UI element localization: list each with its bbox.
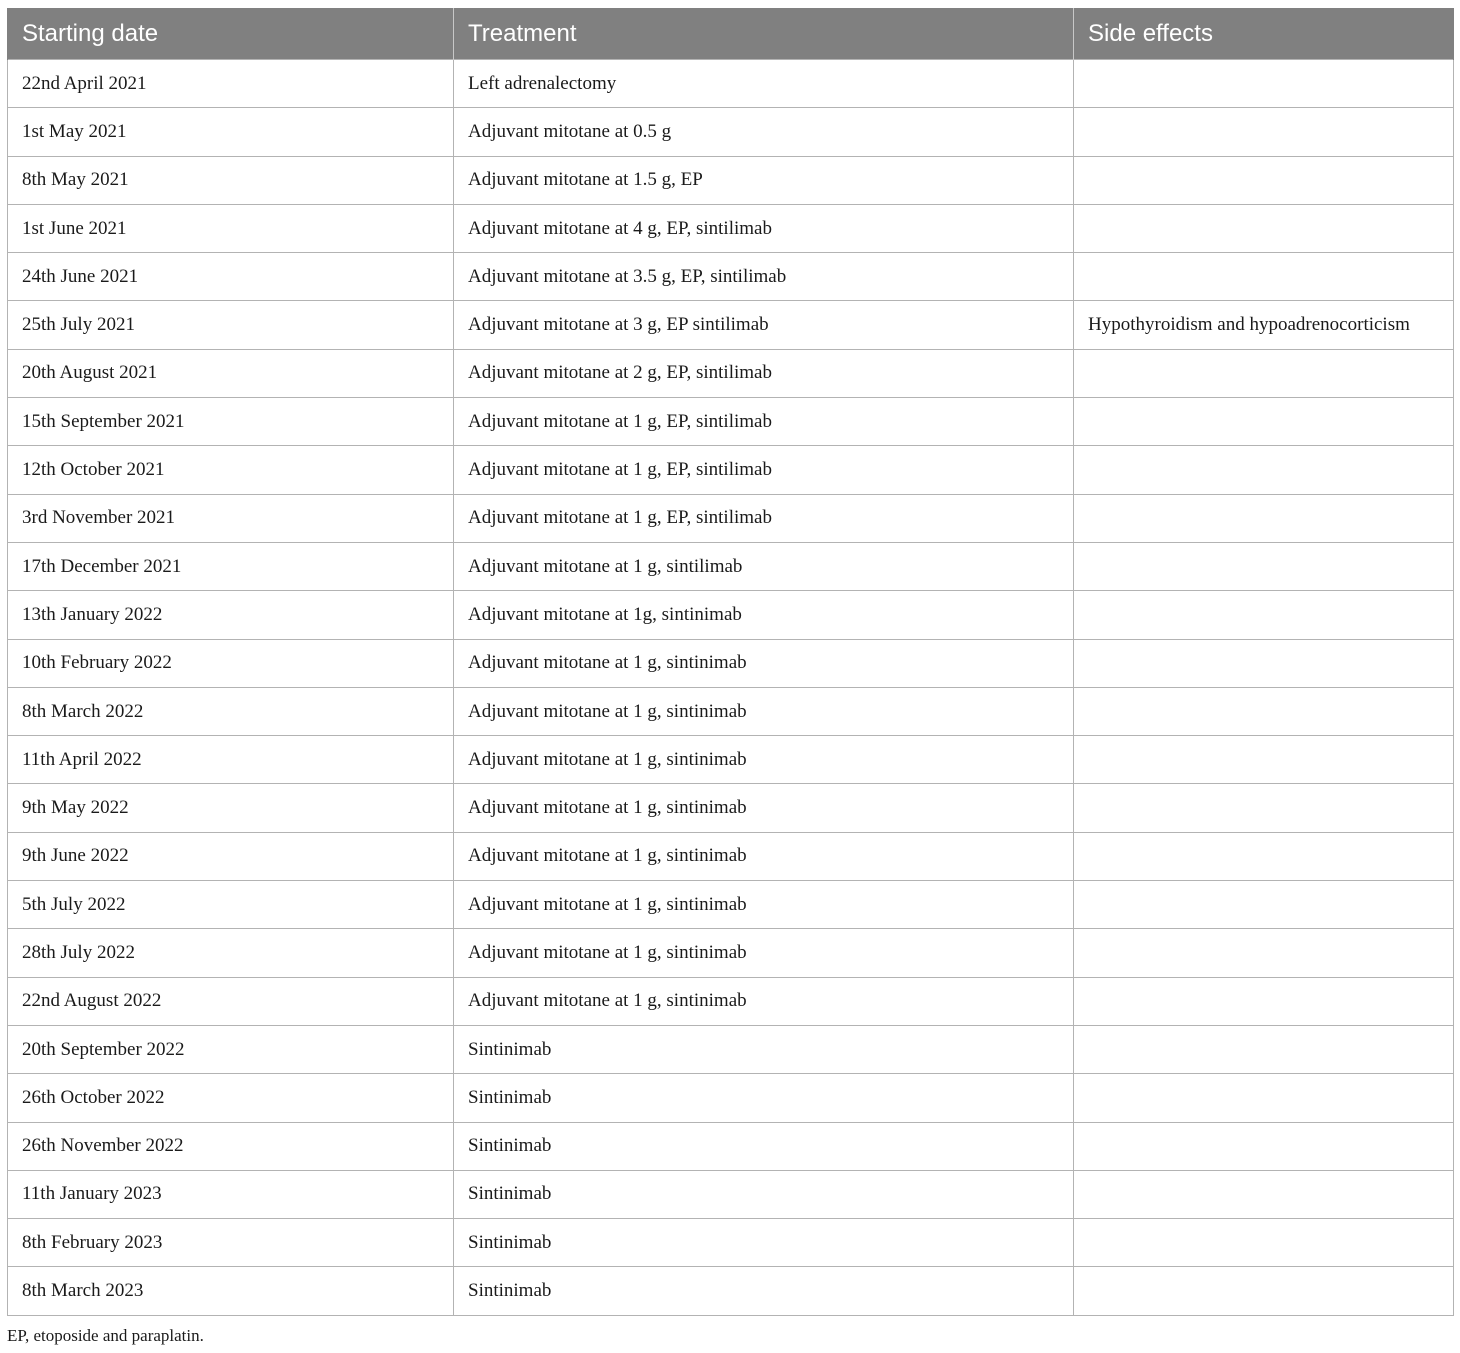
cell-treatment: Adjuvant mitotane at 1 g, sintinimab	[454, 736, 1074, 784]
cell-starting-date: 20th September 2022	[8, 1025, 454, 1073]
cell-side-effects	[1074, 108, 1454, 156]
cell-treatment: Adjuvant mitotane at 1 g, sintinimab	[454, 784, 1074, 832]
cell-side-effects	[1074, 929, 1454, 977]
cell-treatment: Adjuvant mitotane at 1 g, sintinimab	[454, 929, 1074, 977]
cell-starting-date: 26th November 2022	[8, 1122, 454, 1170]
cell-treatment: Adjuvant mitotane at 1 g, sintinimab	[454, 687, 1074, 735]
cell-starting-date: 9th June 2022	[8, 832, 454, 880]
cell-treatment: Adjuvant mitotane at 1g, sintinimab	[454, 591, 1074, 639]
table-row	[8, 1025, 1454, 1073]
cell-side-effects	[1074, 349, 1454, 397]
cell-starting-date: 5th July 2022	[8, 881, 454, 929]
cell-starting-date: 3rd November 2021	[8, 494, 454, 542]
cell-side-effects	[1074, 446, 1454, 494]
cell-side-effects	[1074, 1170, 1454, 1218]
cell-side-effects: Hypothyroidism and hypoadrenocorticism	[1074, 301, 1454, 349]
table-row	[8, 301, 1454, 349]
cell-side-effects	[1074, 156, 1454, 204]
header-row	[8, 9, 1454, 60]
cell-starting-date: 11th January 2023	[8, 1170, 454, 1218]
table-row	[8, 639, 1454, 687]
cell-side-effects	[1074, 253, 1454, 301]
cell-side-effects	[1074, 204, 1454, 252]
cell-side-effects	[1074, 1267, 1454, 1315]
cell-treatment: Adjuvant mitotane at 1 g, sintinimab	[454, 881, 1074, 929]
cell-starting-date: 15th September 2021	[8, 398, 454, 446]
cell-starting-date: 12th October 2021	[8, 446, 454, 494]
cell-side-effects	[1074, 1122, 1454, 1170]
table-row	[8, 929, 1454, 977]
cell-side-effects	[1074, 542, 1454, 590]
cell-side-effects	[1074, 736, 1454, 784]
table-row	[8, 1074, 1454, 1122]
cell-starting-date: 8th March 2022	[8, 687, 454, 735]
table-row	[8, 881, 1454, 929]
cell-treatment: Sintinimab	[454, 1219, 1074, 1267]
cell-treatment: Adjuvant mitotane at 1 g, sintinimab	[454, 977, 1074, 1025]
table-row	[8, 494, 1454, 542]
cell-starting-date: 22nd April 2021	[8, 60, 454, 108]
cell-treatment: Sintinimab	[454, 1122, 1074, 1170]
table-row	[8, 832, 1454, 880]
table-row	[8, 977, 1454, 1025]
treatment-table-container	[7, 8, 1453, 1316]
cell-side-effects	[1074, 494, 1454, 542]
cell-starting-date: 20th August 2021	[8, 349, 454, 397]
cell-treatment: Adjuvant mitotane at 3 g, EP sintilimab	[454, 301, 1074, 349]
table-row	[8, 204, 1454, 252]
cell-treatment: Adjuvant mitotane at 2 g, EP, sintilimab	[454, 349, 1074, 397]
cell-side-effects	[1074, 591, 1454, 639]
table-row	[8, 784, 1454, 832]
table-row	[8, 398, 1454, 446]
cell-starting-date: 22nd August 2022	[8, 977, 454, 1025]
cell-starting-date: 28th July 2022	[8, 929, 454, 977]
cell-starting-date: 8th May 2021	[8, 156, 454, 204]
cell-starting-date: 1st June 2021	[8, 204, 454, 252]
treatment-table	[7, 8, 1454, 1316]
cell-treatment: Adjuvant mitotane at 1.5 g, EP	[454, 156, 1074, 204]
cell-side-effects	[1074, 639, 1454, 687]
header-side-effects: Side effects	[1074, 9, 1454, 60]
cell-treatment: Adjuvant mitotane at 1 g, sintinimab	[454, 639, 1074, 687]
cell-starting-date: 8th March 2023	[8, 1267, 454, 1315]
cell-side-effects	[1074, 832, 1454, 880]
cell-side-effects	[1074, 60, 1454, 108]
cell-treatment: Sintinimab	[454, 1170, 1074, 1218]
cell-side-effects	[1074, 1025, 1454, 1073]
table-row	[8, 687, 1454, 735]
cell-starting-date: 17th December 2021	[8, 542, 454, 590]
table-row	[8, 349, 1454, 397]
table-row	[8, 542, 1454, 590]
cell-starting-date: 26th October 2022	[8, 1074, 454, 1122]
cell-starting-date: 9th May 2022	[8, 784, 454, 832]
table-body	[8, 60, 1454, 1316]
cell-side-effects	[1074, 1219, 1454, 1267]
cell-treatment: Adjuvant mitotane at 1 g, sintilimab	[454, 542, 1074, 590]
cell-treatment: Left adrenalectomy	[454, 60, 1074, 108]
cell-treatment: Adjuvant mitotane at 3.5 g, EP, sintilimab	[454, 253, 1074, 301]
table-row	[8, 1170, 1454, 1218]
cell-treatment: Adjuvant mitotane at 1 g, sintinimab	[454, 832, 1074, 880]
cell-treatment: Adjuvant mitotane at 0.5 g	[454, 108, 1074, 156]
cell-treatment: Adjuvant mitotane at 1 g, EP, sintilimab	[454, 398, 1074, 446]
cell-side-effects	[1074, 398, 1454, 446]
header-treatment: Treatment	[454, 9, 1074, 60]
cell-starting-date: 10th February 2022	[8, 639, 454, 687]
cell-starting-date: 13th January 2022	[8, 591, 454, 639]
cell-treatment: Adjuvant mitotane at 4 g, EP, sintilimab	[454, 204, 1074, 252]
table-row	[8, 446, 1454, 494]
table-footnote: EP, etoposide and paraplatin.	[7, 1326, 204, 1345]
table-row	[8, 1219, 1454, 1267]
cell-treatment: Sintinimab	[454, 1074, 1074, 1122]
table-row	[8, 591, 1454, 639]
cell-starting-date: 24th June 2021	[8, 253, 454, 301]
cell-side-effects	[1074, 687, 1454, 735]
cell-side-effects	[1074, 881, 1454, 929]
cell-treatment: Adjuvant mitotane at 1 g, EP, sintilimab	[454, 446, 1074, 494]
cell-starting-date: 25th July 2021	[8, 301, 454, 349]
cell-side-effects	[1074, 784, 1454, 832]
table-header	[8, 9, 1454, 60]
table-row	[8, 253, 1454, 301]
cell-starting-date: 11th April 2022	[8, 736, 454, 784]
table-row	[8, 60, 1454, 108]
table-row	[8, 1267, 1454, 1315]
table-row	[8, 156, 1454, 204]
table-row	[8, 108, 1454, 156]
cell-treatment: Sintinimab	[454, 1267, 1074, 1315]
cell-starting-date: 8th February 2023	[8, 1219, 454, 1267]
cell-starting-date: 1st May 2021	[8, 108, 454, 156]
cell-treatment: Sintinimab	[454, 1025, 1074, 1073]
table-row	[8, 1122, 1454, 1170]
header-starting-date: Starting date	[8, 9, 454, 60]
cell-side-effects	[1074, 977, 1454, 1025]
cell-side-effects	[1074, 1074, 1454, 1122]
table-row	[8, 736, 1454, 784]
cell-treatment: Adjuvant mitotane at 1 g, EP, sintilimab	[454, 494, 1074, 542]
